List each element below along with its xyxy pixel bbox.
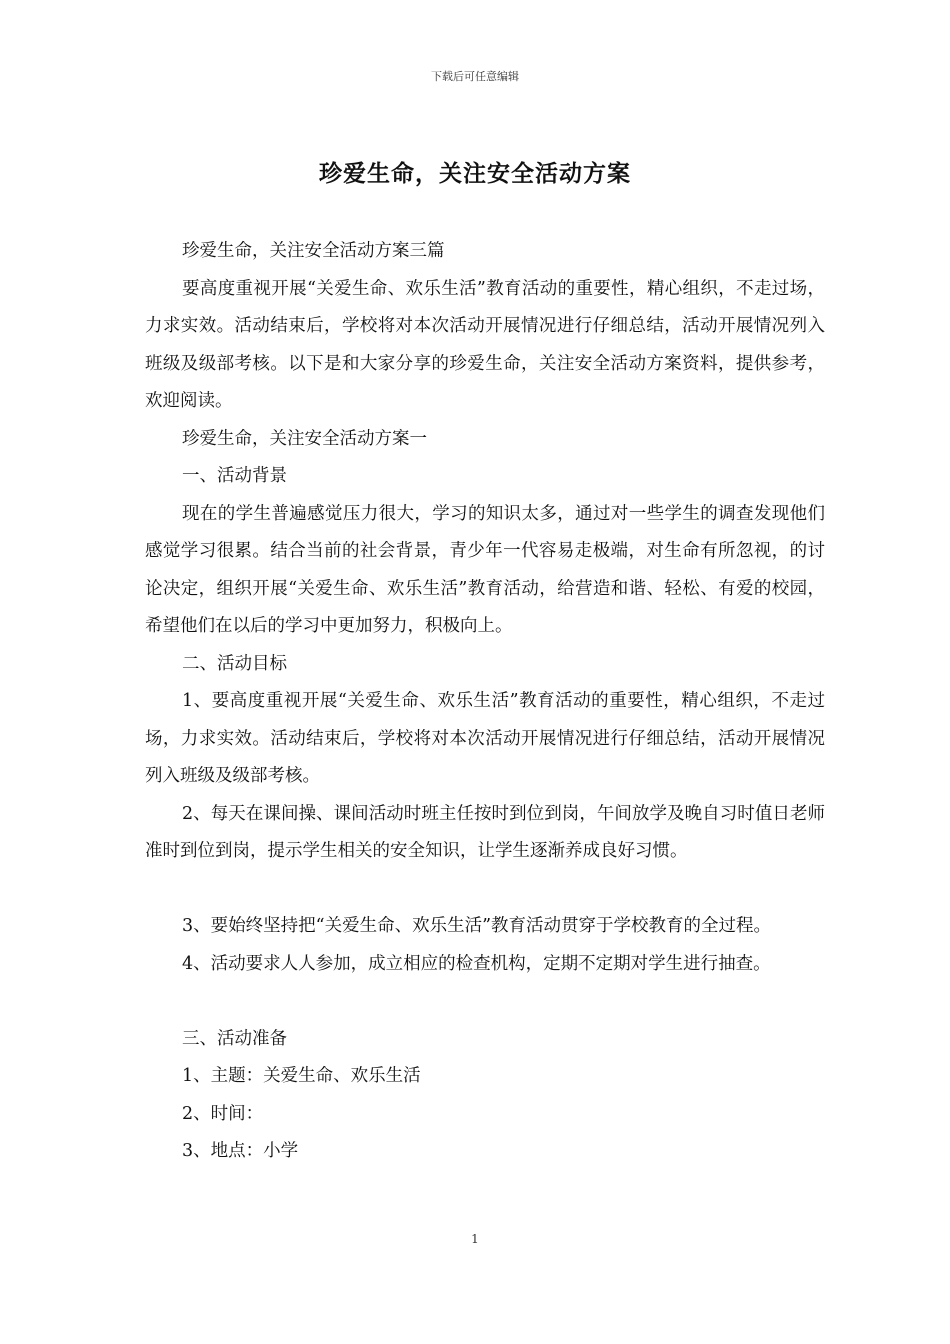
section-heading: 珍爱生命，关注安全活动方案三篇 <box>182 241 445 261</box>
document-body <box>145 233 825 1171</box>
document-title: 珍爱生命，关注安全活动方案 <box>319 160 631 187</box>
list-item: 2、每天在课间操、课间活动时班主任按时到位到岗，午间放学及晚自习时值日老师准时到位到岗，提示学生相关的安全知识，让学生逐渐养成良好习惯。 <box>145 803 825 861</box>
list-item: 1、要高度重视开展“关爱生命、欢乐生活”教育活动的重要性，精心组织，不走过场，力求实效。活动结束后，学校将对本次活动开展情况进行仔细总结，活动开展情况列入班级及级部考核。 <box>145 691 825 786</box>
section-heading: 三、活动准备 <box>182 1028 287 1049</box>
header-note: 下载后可任意编辑 <box>431 70 519 83</box>
paragraph: 要高度重视开展“关爱生命、欢乐生活”教育活动的重要性，精心组织，不走过场，力求实效。活动结束后，学校将对本次活动开展情况进行仔细总结，活动开展情况列入班级及级部考核。以下是和大家分享的珍爱生命，关注安全活动方案资料，提供参考，欢迎阅读。 <box>145 278 825 411</box>
list-item: 2、时间： <box>182 1103 264 1124</box>
list-item: 4、活动要求人人参加，成立相应的检查机构，定期不定期对学生进行抽查。 <box>182 953 771 974</box>
section-heading: 二、活动目标 <box>182 653 287 674</box>
list-item: 3、要始终坚持把“关爱生命、欢乐生活”教育活动贯穿于学校教育的全过程。 <box>182 916 772 936</box>
spacer <box>145 871 825 909</box>
list-item: 1、主题：关爱生命、欢乐生活 <box>182 1066 421 1086</box>
list-item: 3、地点：小学 <box>182 1141 299 1161</box>
section-heading: 一、活动背景 <box>182 466 287 486</box>
paragraph: 现在的学生普遍感觉压力很大，学习的知识太多，通过对一些学生的调查发现他们感觉学习很累。结合当前的社会背景，青少年一代容易走极端，对生命有所忽视，的讨论决定，组织开展“关爱生命、欢乐生活”教育活动，给营造和谐、轻松、有爱的校园，希望他们在以后的学习中更加努力，积极向上。 <box>145 503 825 636</box>
spacer <box>145 983 825 1021</box>
page-number: 1 <box>471 1232 479 1246</box>
section-heading: 珍爱生命，关注安全活动方案一 <box>182 428 427 449</box>
